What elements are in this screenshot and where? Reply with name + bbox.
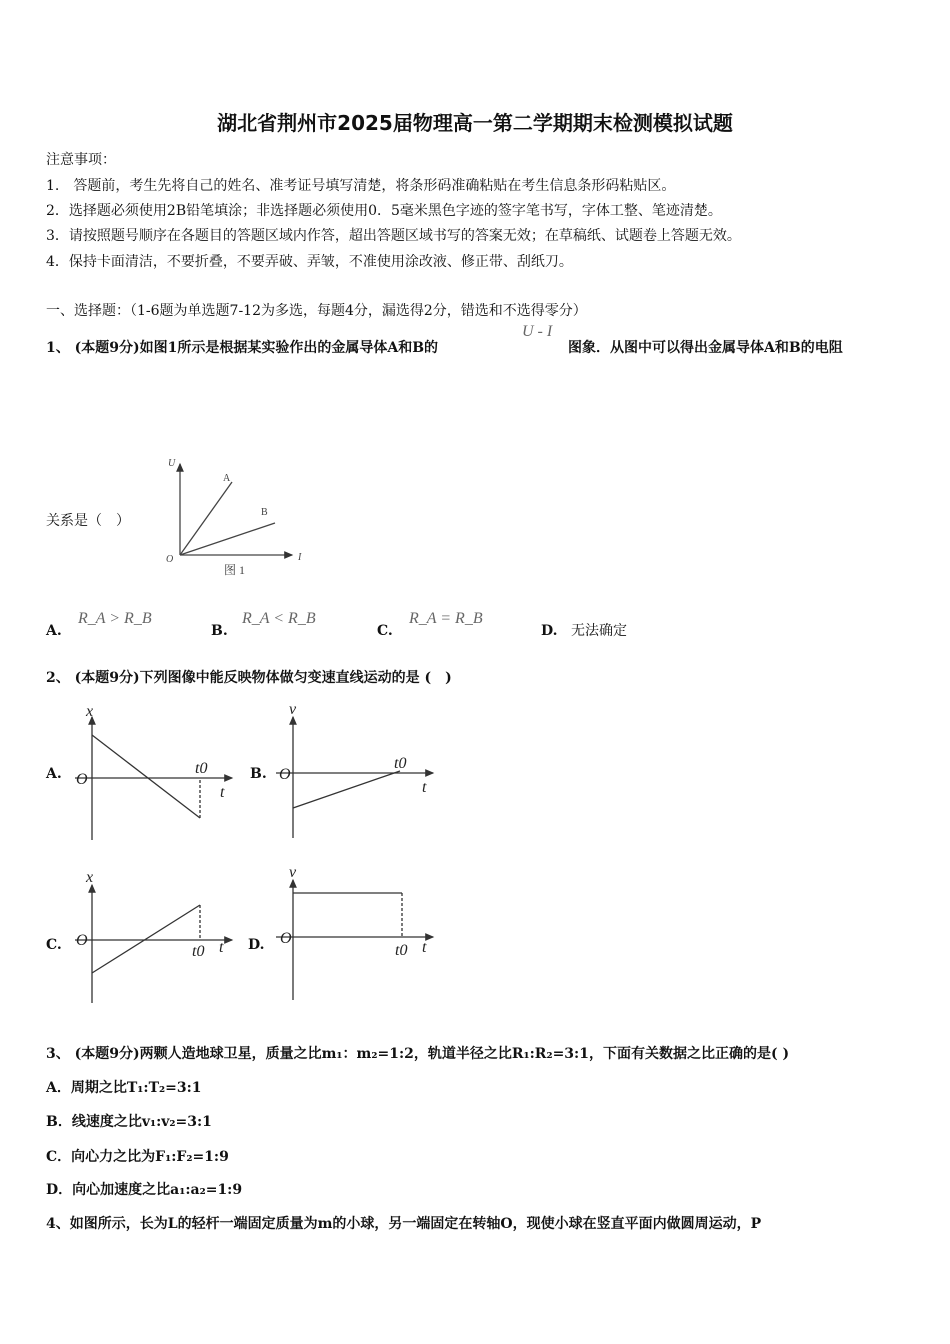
q1-stem-cont: 图象．从图中可以得出金属导体A和B的电阻 bbox=[568, 340, 843, 356]
axis-label: x bbox=[86, 703, 94, 720]
q1-stem-end: 关系是（ ） bbox=[46, 513, 130, 529]
graph-b bbox=[276, 717, 433, 838]
page-title: 湖北省荆州市2025届物理高一第二学期期末检测模拟试题 bbox=[217, 111, 733, 135]
q2-graph-label: A. bbox=[46, 766, 62, 782]
q1-option-b: R_A < R_B bbox=[242, 610, 316, 627]
q2-stem: 2、 (本题9分)下列图像中能反映物体做匀变速直线运动的是 ( ) bbox=[46, 670, 452, 686]
axis-label: v bbox=[289, 701, 297, 718]
q1-option-d: 无法确定 bbox=[571, 623, 627, 639]
q1-option-label: B. bbox=[211, 623, 228, 639]
t0-label: t0 bbox=[195, 760, 208, 777]
axis-label-u: U bbox=[168, 458, 176, 469]
axis-label: t bbox=[422, 939, 427, 956]
q1-stem: 1、 (本题9分)如图1所示是根据某实验作出的金属导体A和B的 bbox=[46, 340, 439, 356]
origin-label: O bbox=[280, 930, 292, 947]
graph-d bbox=[276, 880, 433, 1000]
graph-a bbox=[75, 717, 232, 840]
t0-label: t0 bbox=[394, 755, 407, 772]
figure-caption: 图 1 bbox=[224, 563, 246, 577]
line-label-b: B bbox=[261, 507, 268, 518]
q3-stem: 3、 (本题9分)两颗人造地球卫星，质量之比m₁：m₂=1:2，轨道半径之比R₁:R₂=3:1，下面有关数据之比正确的是( ) bbox=[46, 1046, 790, 1062]
origin-label: O bbox=[279, 766, 291, 783]
q2-graph-label: B. bbox=[250, 766, 267, 782]
axis-label: t bbox=[219, 939, 224, 956]
figure-1-ui-graph bbox=[180, 464, 292, 555]
q1-option-a: R_A > R_B bbox=[78, 610, 152, 627]
t0-label: t0 bbox=[192, 943, 205, 960]
q2-graph-label: D. bbox=[248, 937, 265, 953]
note-item: 2．选择题必须使用2B铅笔填涂；非选择题必须使用0．5毫米黑色字迹的签字笔书写，字体工整、笔迹清楚。 bbox=[46, 203, 722, 219]
q2-graph-label: C. bbox=[46, 937, 62, 953]
axis-label: x bbox=[86, 869, 94, 886]
graph-c bbox=[75, 885, 232, 1003]
notes-heading: 注意事项： bbox=[46, 152, 116, 168]
q3-option: C．向心力之比为F₁:F₂=1:9 bbox=[46, 1149, 229, 1165]
origin-label: O bbox=[166, 554, 174, 565]
axis-label-i: I bbox=[298, 552, 302, 563]
line-a bbox=[180, 482, 232, 555]
q1-option-label: A. bbox=[46, 623, 62, 639]
q3-option: D．向心加速度之比a₁:a₂=1:9 bbox=[46, 1182, 243, 1198]
q3-option: A．周期之比T₁:T₂=3:1 bbox=[46, 1080, 202, 1096]
axis-label: t bbox=[422, 779, 427, 796]
origin-label: O bbox=[76, 771, 88, 788]
line-b bbox=[180, 523, 275, 555]
note-item: 4．保持卡面清洁，不要折叠，不要弄破、弄皱，不准使用涂改液、修正带、刮纸刀。 bbox=[46, 254, 573, 270]
q1-option-label: C. bbox=[377, 623, 393, 639]
q1-option-label: D. bbox=[541, 623, 558, 639]
axis-label: v bbox=[289, 864, 297, 881]
note-item: 3．请按照题号顺序在各题目的答题区域内作答，超出答题区域书写的答案无效；在草稿纸、试题卷上答题无效。 bbox=[46, 228, 741, 244]
q1-formula: U - I bbox=[522, 323, 553, 340]
q3-option: B．线速度之比v₁:v₂=3:1 bbox=[46, 1114, 212, 1130]
q1-option-c: R_A = R_B bbox=[409, 610, 483, 627]
section-heading: 一、选择题：（1-6题为单选题7-12为多选，每题4分，漏选得2分，错选和不选得零分） bbox=[46, 303, 587, 319]
note-item: 1. 答题前，考生先将自己的姓名、准考证号填写清楚，将条形码准确粘贴在考生信息条形码粘贴区。 bbox=[46, 178, 676, 194]
origin-label: O bbox=[76, 932, 88, 949]
q4-stem: 4、如图所示，长为L的轻杆一端固定质量为m的小球，另一端固定在转轴O，现使小球在竖直平面内做圆周运动，P bbox=[46, 1216, 762, 1232]
line-label-a: A bbox=[223, 473, 231, 484]
t0-label: t0 bbox=[395, 942, 408, 959]
axis-label: t bbox=[220, 784, 225, 801]
